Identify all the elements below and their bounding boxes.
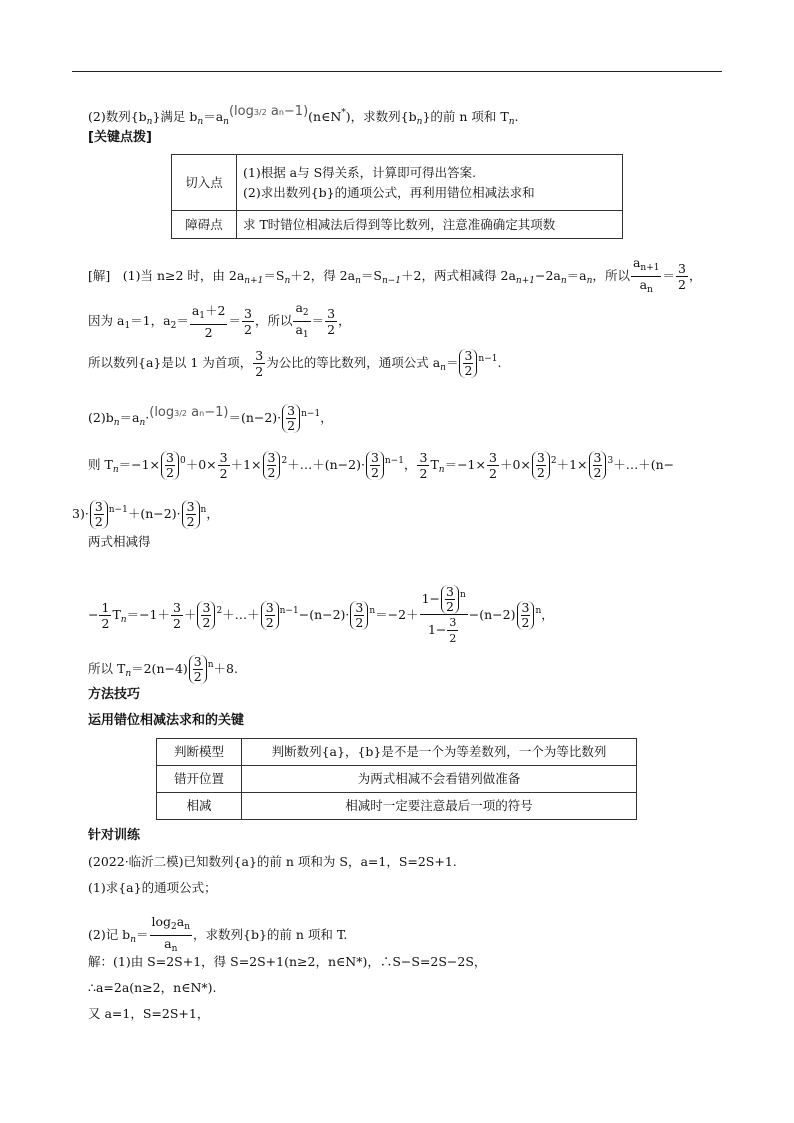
method-subtitle: 运用错位相减法求和的关键 xyxy=(88,713,245,728)
solution-line6: 3)· $\frac{3}{2}$ $^{n-1}$＋(n−2)· $\frac{3}{2}$ $^n$， xyxy=(72,499,219,529)
method-row1-head: 判断模型 xyxy=(157,739,242,766)
problem-part2: (2)数列$\{b_n\}$满足 $b_n=a_n(\log 3/2$ an−1)(n∈N*)，求数列$\{b_n\}$的前 n 项和 $T_n$. xyxy=(88,104,519,127)
solution-line4: $(2)b_n=a_n\cdot(\log 3/2$ an−1)＝(n−2)· $\frac{3}{2}$ $^{n-1}$， xyxy=(88,403,333,433)
solution-line1: [解] (1)当 n≥2 时，由 $2a_{n+1}=S_n+2$，得 $2a_n=S_{n-1}+2$，两式相减得 $2a_{n+1}-2a_n=a_n$，所以 $\frac{a_{n+1}}{a_n}$ ＝ $\frac{3}{2}$ ， xyxy=(88,255,702,295)
solution-line9: 所以 $T_n=2(n-4)$ $\frac{3}{2}$ $^n$＋8. xyxy=(88,654,238,684)
solution-line5: 则 $T_n=-1\times$ $\frac{3}{2}$ $^0$＋0× $\frac{3}{2}$ ＋1× $\frac{3}{2}$ $^2$＋…＋(n−2)· $\frac{3}{2}$ $^{n-1}$， $\frac{3}{2}$ $T_n=-1\times$ $\frac{3}{2}$ ＋0× $\frac{3}{2}$ $^2$＋1× $\frac{3}{2}$ $^3$＋…＋(n− xyxy=(88,450,675,481)
training-q2: (2)记 $b_n=$ $\frac{\log_2a_n}{a_n}$ ，求数列{b}的前 n 项和 T. xyxy=(88,914,348,954)
solution-line7: 两式相减得 xyxy=(88,534,151,549)
table1-entry-line2: (2)求出数列{b}的通项公式，再利用错位相减法求和 xyxy=(243,184,535,200)
training-question: (2022·临沂二模)已知数列{a}的前 n 项和为 S，a=1，S=2S+1. xyxy=(88,854,457,869)
key-hint-title: [关键点拨] xyxy=(88,130,152,145)
method-row3-head: 相减 xyxy=(157,793,242,820)
method-row1-text: 判断数列{a}，{b}是不是一个为等差数列，一个为等比数列 xyxy=(242,739,637,766)
solution-line2: 因为 $a_1=1$，$a_2=$ $\frac{a_1+2}{2}$ ＝ $\frac{3}{2}$ ，所以 $\frac{a_2}{a_1}$ ＝ $\frac{3}{2}$ ， xyxy=(88,300,351,340)
solution-line8: − $\frac{1}{2}$ $T_n=-1+$ $\frac{3}{2}$ ＋ $\frac{3}{2}$ $^2$＋…＋ $\frac{3}{2}$ $^{n-1}$−(n−2)· $\frac{3}{2}$ $^n$＝−2＋ 1− $\frac{3}{2}$ $^n$ 1− $\frac{3}{2}$ −(n−2) $\frac{3}{2}$ $^n$， xyxy=(88,584,554,645)
method-table xyxy=(156,738,637,820)
top-rule xyxy=(72,71,722,72)
training-q1: (1)求{a}的通项公式； xyxy=(88,880,217,895)
training-title: 针对训练 xyxy=(88,828,141,843)
key-hint-table xyxy=(171,154,623,239)
training-answer3: 又 a=1，S=2S+1， xyxy=(88,1006,210,1021)
table1-entry-line1: (1)根据 a与 S得关系，计算即可得出答案. xyxy=(243,164,477,180)
table1-head-obstacle: 障碍点 xyxy=(172,211,237,239)
training-answer2: ∴a=2a(n≥2，n∈N*). xyxy=(88,980,217,995)
table1-head-entry: 切入点 xyxy=(172,155,237,211)
solution-line3: 所以数列{a}是以 1 为首项， $\frac{3}{2}$ 为公比的等比数列，通项公式 $a_n=$ $\frac{3}{2}$ $^{n-1}$. xyxy=(88,348,502,379)
table1-obstacle-cell: 求 T时错位相减法后得到等比数列，注意准确确定其项数 xyxy=(237,211,623,239)
table1-entry-cell xyxy=(237,155,623,211)
training-answer1: 解：(1)由 S=2S+1，得 S=2S+1(n≥2，n∈N*)，∴S−S=2S−2S， xyxy=(88,954,487,969)
method-row2-head: 错开位置 xyxy=(157,766,242,793)
method-row3-text: 相减时一定要注意最后一项的符号 xyxy=(242,793,637,820)
method-row2-text: 为两式相减不会看错列做准备 xyxy=(242,766,637,793)
method-title: 方法技巧 xyxy=(88,687,141,702)
